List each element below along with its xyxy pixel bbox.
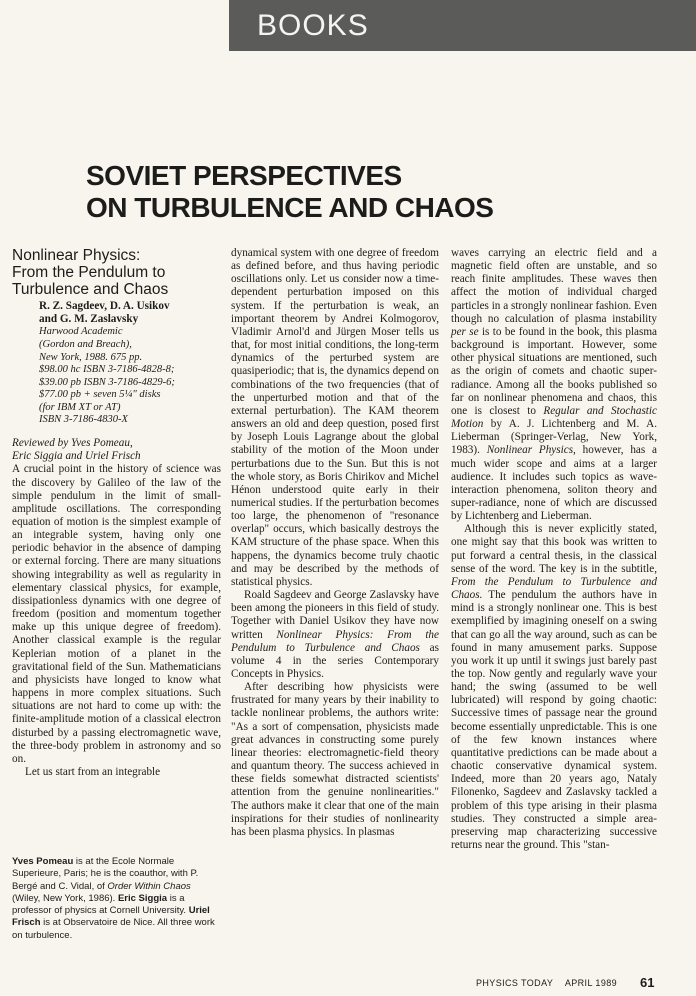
running-footer — [476, 978, 617, 988]
title-line: SOVIET PERSPECTIVES — [86, 160, 402, 191]
paragraph: Roald Sagdeev and George Zaslavsky have been among the pioneers in this field of study. Together with Daniel Usikov they have now written Nonlinear Physics: From the Pendulum to Turbulence and Chaos as volume 4 in the series Contemporary Concepts in Physics. — [231, 589, 440, 680]
reviewers-line: Reviewed by Yves Pomeau, — [12, 437, 133, 450]
book-authors: R. Z. Sagdeev, D. A. Usikov — [39, 300, 170, 312]
paragraph: waves carrying an electric field and a magnetic field often are unstable, and so reach finite amplitudes. These waves then affect the motion of individual charged particles in a strongly nonlinear fashion. Even though no calculation of plasma instability per se is to be found in the book, this plasma background is important. However, some other physical situations are mentioned, such as the origin of comets and chaotic super-radiance. Among all the books published so far on nonlinear phenomena and chaos, this one is closest to Regular and Stochastic Motion by A. J. Lichtenberg and M. A. Lieberman (Springer-Verlag, New York, 1983). Nonlinear Physics, however, has a much wider scope and aims at a larger audience. It includes such topics as wave-interaction phenomena, soliton theory and super-radiance, none of which are discussed by Lichtenberg and Lieberman. — [451, 247, 658, 523]
price-line: $77.00 pb + seven 5¼" disks — [39, 389, 161, 401]
price-line: $39.00 pb ISBN 3-7186-4829-6; — [39, 376, 175, 388]
column-3 — [451, 247, 657, 852]
bio-text: is a professor of physics at Cornell University. — [12, 892, 187, 917]
book-title — [12, 247, 221, 298]
issue-date: APRIL 1989 — [564, 978, 618, 988]
book-subtitle-ref: From the Pendulum to Turbulence and Chaos. — [451, 575, 657, 602]
paragraph: After describing how physicists were frustrated for many years by their inability to tackle nonlinear problems, the authors write: "As a sort of compensation, physicists made great advances in constructing some purely linear theories: electromagnetic-field theory and quantum theory. The success achieved in these fields somewhat distracted scientists' attention from the genuine nonlinearities." The authors make it clear that one of the main inspirations for their studies of nonlinearity has been plasma physics. In plasmas — [231, 681, 439, 838]
paragraph: Although this is never explicitly stated, one might say that this book was written to put forward a central thesis, in the classical sense of the word. The key is in the subtitle, From the Pendulum to Turbulence and Chaos. The pendulum the authors have in mind is a strongly nonlinear one. This is best exemplified by imagining oneself on a swing that can go all the way around, such as can be found in many amusement parks. Suppose you work it up until it swings just barely past the top. Now gently and regularly wave your hand; the swing (assumed to be well lubricated) will respond by going chaotic: Successive times of passage near the ground become essentially unpredictable. This is one of the few known instances where quantitative predictions can be made about a chaotic conservative dynamical system. Indeed, more than 20 years ago, Nataly Filonenko, Sagdeev and Zaslavsky tackled a problem of this type arising in their plasma studies. They constructed a simple area-preserving map characterizing successive returns near the ground. This "stan- — [451, 523, 657, 852]
book-authors: and G. M. Zaslavsky — [39, 313, 139, 326]
bio-name: Uriel Frisch — [12, 905, 210, 929]
article-title — [86, 160, 606, 224]
bio-text: is at Observatoire de Nice. All three work on turbulence. — [12, 917, 215, 941]
price-line: (for IBM XT or AT) — [39, 401, 121, 413]
price-line: ISBN 3-7186-4830-X — [39, 414, 128, 426]
book-title-ref: Regular and Stochastic Motion — [451, 404, 657, 431]
bio-book-title: Order Within Chaos — [107, 880, 191, 892]
book-info — [12, 300, 221, 427]
book-title-ref: Nonlinear Physics, — [486, 444, 576, 457]
book-title-line: Nonlinear Physics: — [12, 247, 141, 264]
paragraph: A crucial point in the history of science was the discovery by Galileo of the law of the simple pendulum in the limit of small-amplitude oscillations. The corresponding equation of motion is the simplest example of an integrable system, having only one periodic behavior in the absence of damping or external forcing. There are many situations showing integrability as well as regularity in elementary classical physics, for example, dissipationless dynamics with one degree of freedom (position and momentum together make up this unique degree of freedom). Another classical example is the regular Keplerian motion of a planet in the gravitational field of the Sun. Mathematicians and physicists have longed to know what happens in more complex situations. Such situations are not hard to come up with: the finite-amplitude motion of a classical electron disturbed by a passing electromagnetic wave, the three-body problem in astronomy and so on. — [12, 463, 221, 765]
paragraph: Let us start from an integrable — [25, 765, 161, 778]
journal-name: PHYSICS TODAY — [476, 978, 554, 988]
publisher-line: New York, 1988. 675 pp. — [39, 351, 143, 363]
reviewer-bio — [12, 856, 221, 942]
publisher-line: Harwood Academic — [39, 326, 123, 338]
column-1 — [12, 247, 221, 779]
section-banner: BOOKS — [229, 0, 696, 51]
reviewers — [12, 437, 221, 463]
bio-text: (Wiley, New York, 1986). — [12, 892, 116, 904]
bio-text: is at the Ecole Normale Superieure, Paris; he is the coauthor, with P. Bergé and C. Vidal, of — [12, 856, 199, 892]
page-number: 61 — [640, 975, 655, 990]
book-title-ref: Nonlinear Physics: From the Pendulum to Turbulence and Chaos — [231, 628, 439, 654]
price-line: $98.00 hc ISBN 3-7186-4828-8; — [39, 364, 175, 376]
publisher-line: (Gordon and Breach), — [39, 338, 132, 350]
bio-name: Yves Pomeau — [12, 856, 74, 867]
title-line: ON TURBULENCE AND CHAOS — [86, 192, 494, 223]
book-title-line: Turbulence and Chaos — [12, 281, 169, 298]
column-2 — [231, 247, 439, 839]
book-title-line: From the Pendulum to — [12, 264, 166, 281]
reviewers-line: Eric Siggia and Uriel Frisch — [12, 450, 141, 463]
paragraph: dynamical system with one degree of freedom as defined before, and thus having periodic oscillations only. Let us consider now a time-dependent perturbation imposed on this system. If the perturbation is weak, an important theorem by Andrei Kolmogorov, Vladimir Arnol'd and Jürgen Moser tells us that, for most initial conditions, the long-term dynamics of the perturbed system are quasiperiodic; that is, the dynamics depend on combinations of the two frequencies (that of the unperturbed motion and that of the external perturbation). The KAM theorem answers an old and deep question, posed first by Joseph Louis Lagrange about the global stability of the motion of the Moon under perturbations due to the Sun. But this is not the whole story, as Boris Chirikov and Michel Hénon understood quite early in their numerical studies. If the perturbation becomes too large, the phenomenon of "resonance overlap" occurs, which basically destroys the KAM structure of the phase space. When this happens, the dynamics become truly chaotic and may be described by the methods of statistical physics. — [231, 247, 439, 588]
bio-name: Eric Siggia — [117, 892, 168, 904]
